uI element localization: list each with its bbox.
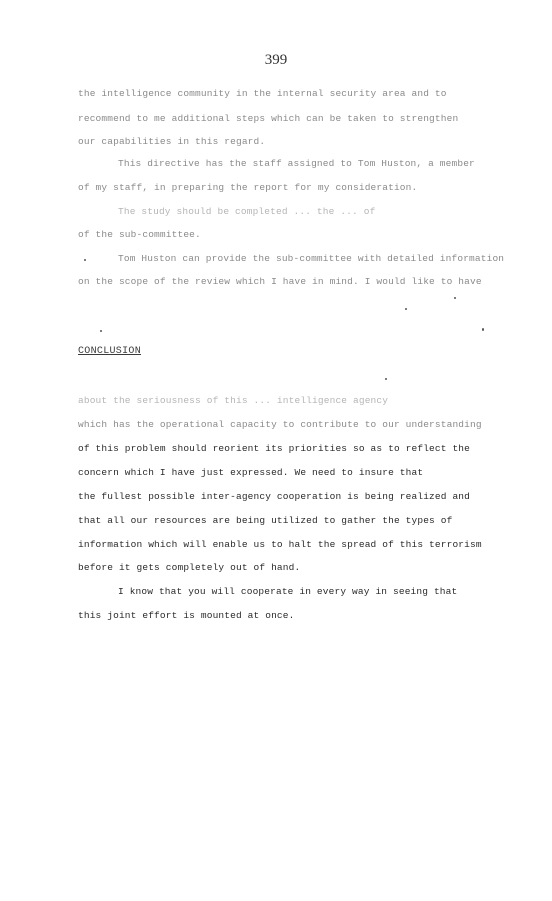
conclusion-line-2: which has the operational capacity to contribute to our understanding <box>78 419 482 430</box>
paragraph-1-line-2: recommend to me additional steps which can be taken to strengthen <box>78 113 459 124</box>
conclusion-line-3: of this problem should reorient its priorities so as to reflect the <box>78 443 471 454</box>
conclusion-line-4: concern which I have just expressed. We need to insure that <box>78 467 424 478</box>
paragraph-2-line-2: of my staff, in preparing the report for my consideration. <box>78 182 418 193</box>
paragraph-1-line-1: the intelligence community in the internal security area and to <box>78 88 447 99</box>
paragraph-2-line-4: of the sub-committee. <box>78 229 201 240</box>
paragraph-3-line-2: on the scope of the review which I have in mind. I would like to have <box>78 276 482 287</box>
scan-speck <box>405 308 407 310</box>
conclusion-line-1: about the seriousness of this ... intelligence agency <box>78 395 389 406</box>
conclusion-line-5: the fullest possible inter-agency cooperation is being realized and <box>78 491 471 502</box>
scan-speck <box>482 328 484 331</box>
conclusion-line-6: that all our resources are being utilized to gather the types of <box>78 515 453 526</box>
closing-line-2: this joint effort is mounted at once. <box>78 610 295 621</box>
scan-speck <box>385 378 387 380</box>
paragraph-1-line-3: our capabilities in this regard. <box>78 136 266 147</box>
closing-line-1: I know that you will cooperate in every way in seeing that <box>118 586 458 597</box>
scan-speck <box>84 259 86 261</box>
scan-speck <box>454 297 456 299</box>
conclusion-line-8: before it gets completely out of hand. <box>78 562 301 573</box>
paragraph-2-line-3: The study should be completed ... the ... of <box>118 206 376 217</box>
page-number: 399 <box>264 52 288 68</box>
paragraph-2-line-1: This directive has the staff assigned to Tom Huston, a member <box>118 158 475 169</box>
paragraph-3-line-1: Tom Huston can provide the sub-committee with detailed information <box>118 253 505 264</box>
conclusion-heading: CONCLUSION <box>78 346 142 357</box>
scan-speck <box>100 330 102 332</box>
conclusion-line-7: information which will enable us to halt the spread of this terrorism <box>78 539 482 550</box>
